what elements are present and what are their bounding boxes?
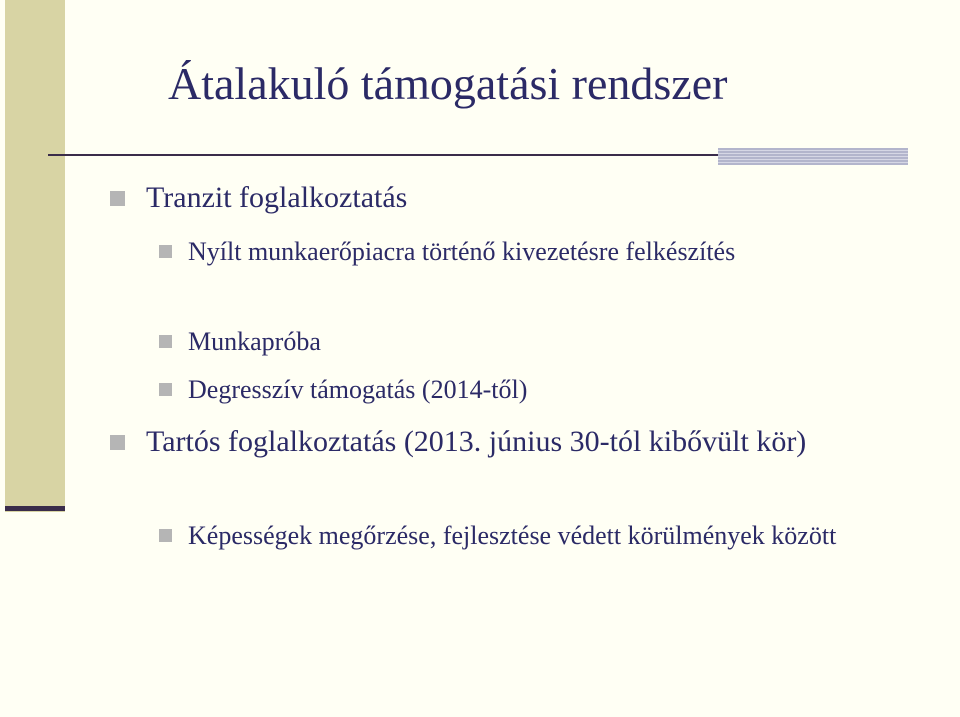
sub-bullet-kepessegek-megorzese [188,520,838,551]
sub-bullet-munkaproba [188,326,838,357]
sub-bullet-degressziv-tamogatas [188,374,838,405]
square-bullet-icon [159,529,172,542]
sub-bullet-kivezetesre-felkeszites [188,236,838,267]
bullet-text: Tartós foglalkoztatás (2013. június 30-tól kibővült kör) [146,425,807,458]
square-bullet-icon [159,245,172,258]
bullet-text: Képességek megőrzése, fejlesztése védett körülmények között [188,521,837,550]
bullet-text: Munkapróba [188,327,321,356]
bullet-text: Nyílt munkaerőpiacra történő kivezetésre felkészítés [188,237,736,266]
bullet-tartos-foglalkoztatas [146,424,926,460]
square-bullet-icon [159,383,172,396]
left-decorative-stripe [5,0,65,512]
square-bullet-icon [110,435,125,450]
square-bullet-icon [110,191,125,206]
stripe-foot-rule [5,506,65,511]
bullet-tranzit-foglalkoztatas [146,180,926,216]
bullet-text: Degresszív támogatás (2014-től) [188,375,528,404]
slide-title: Átalakuló támogatási rendszer [168,58,728,109]
bullet-text: Tranzit foglalkoztatás [146,181,408,214]
title-accent-bar [718,148,908,165]
square-bullet-icon [159,335,172,348]
